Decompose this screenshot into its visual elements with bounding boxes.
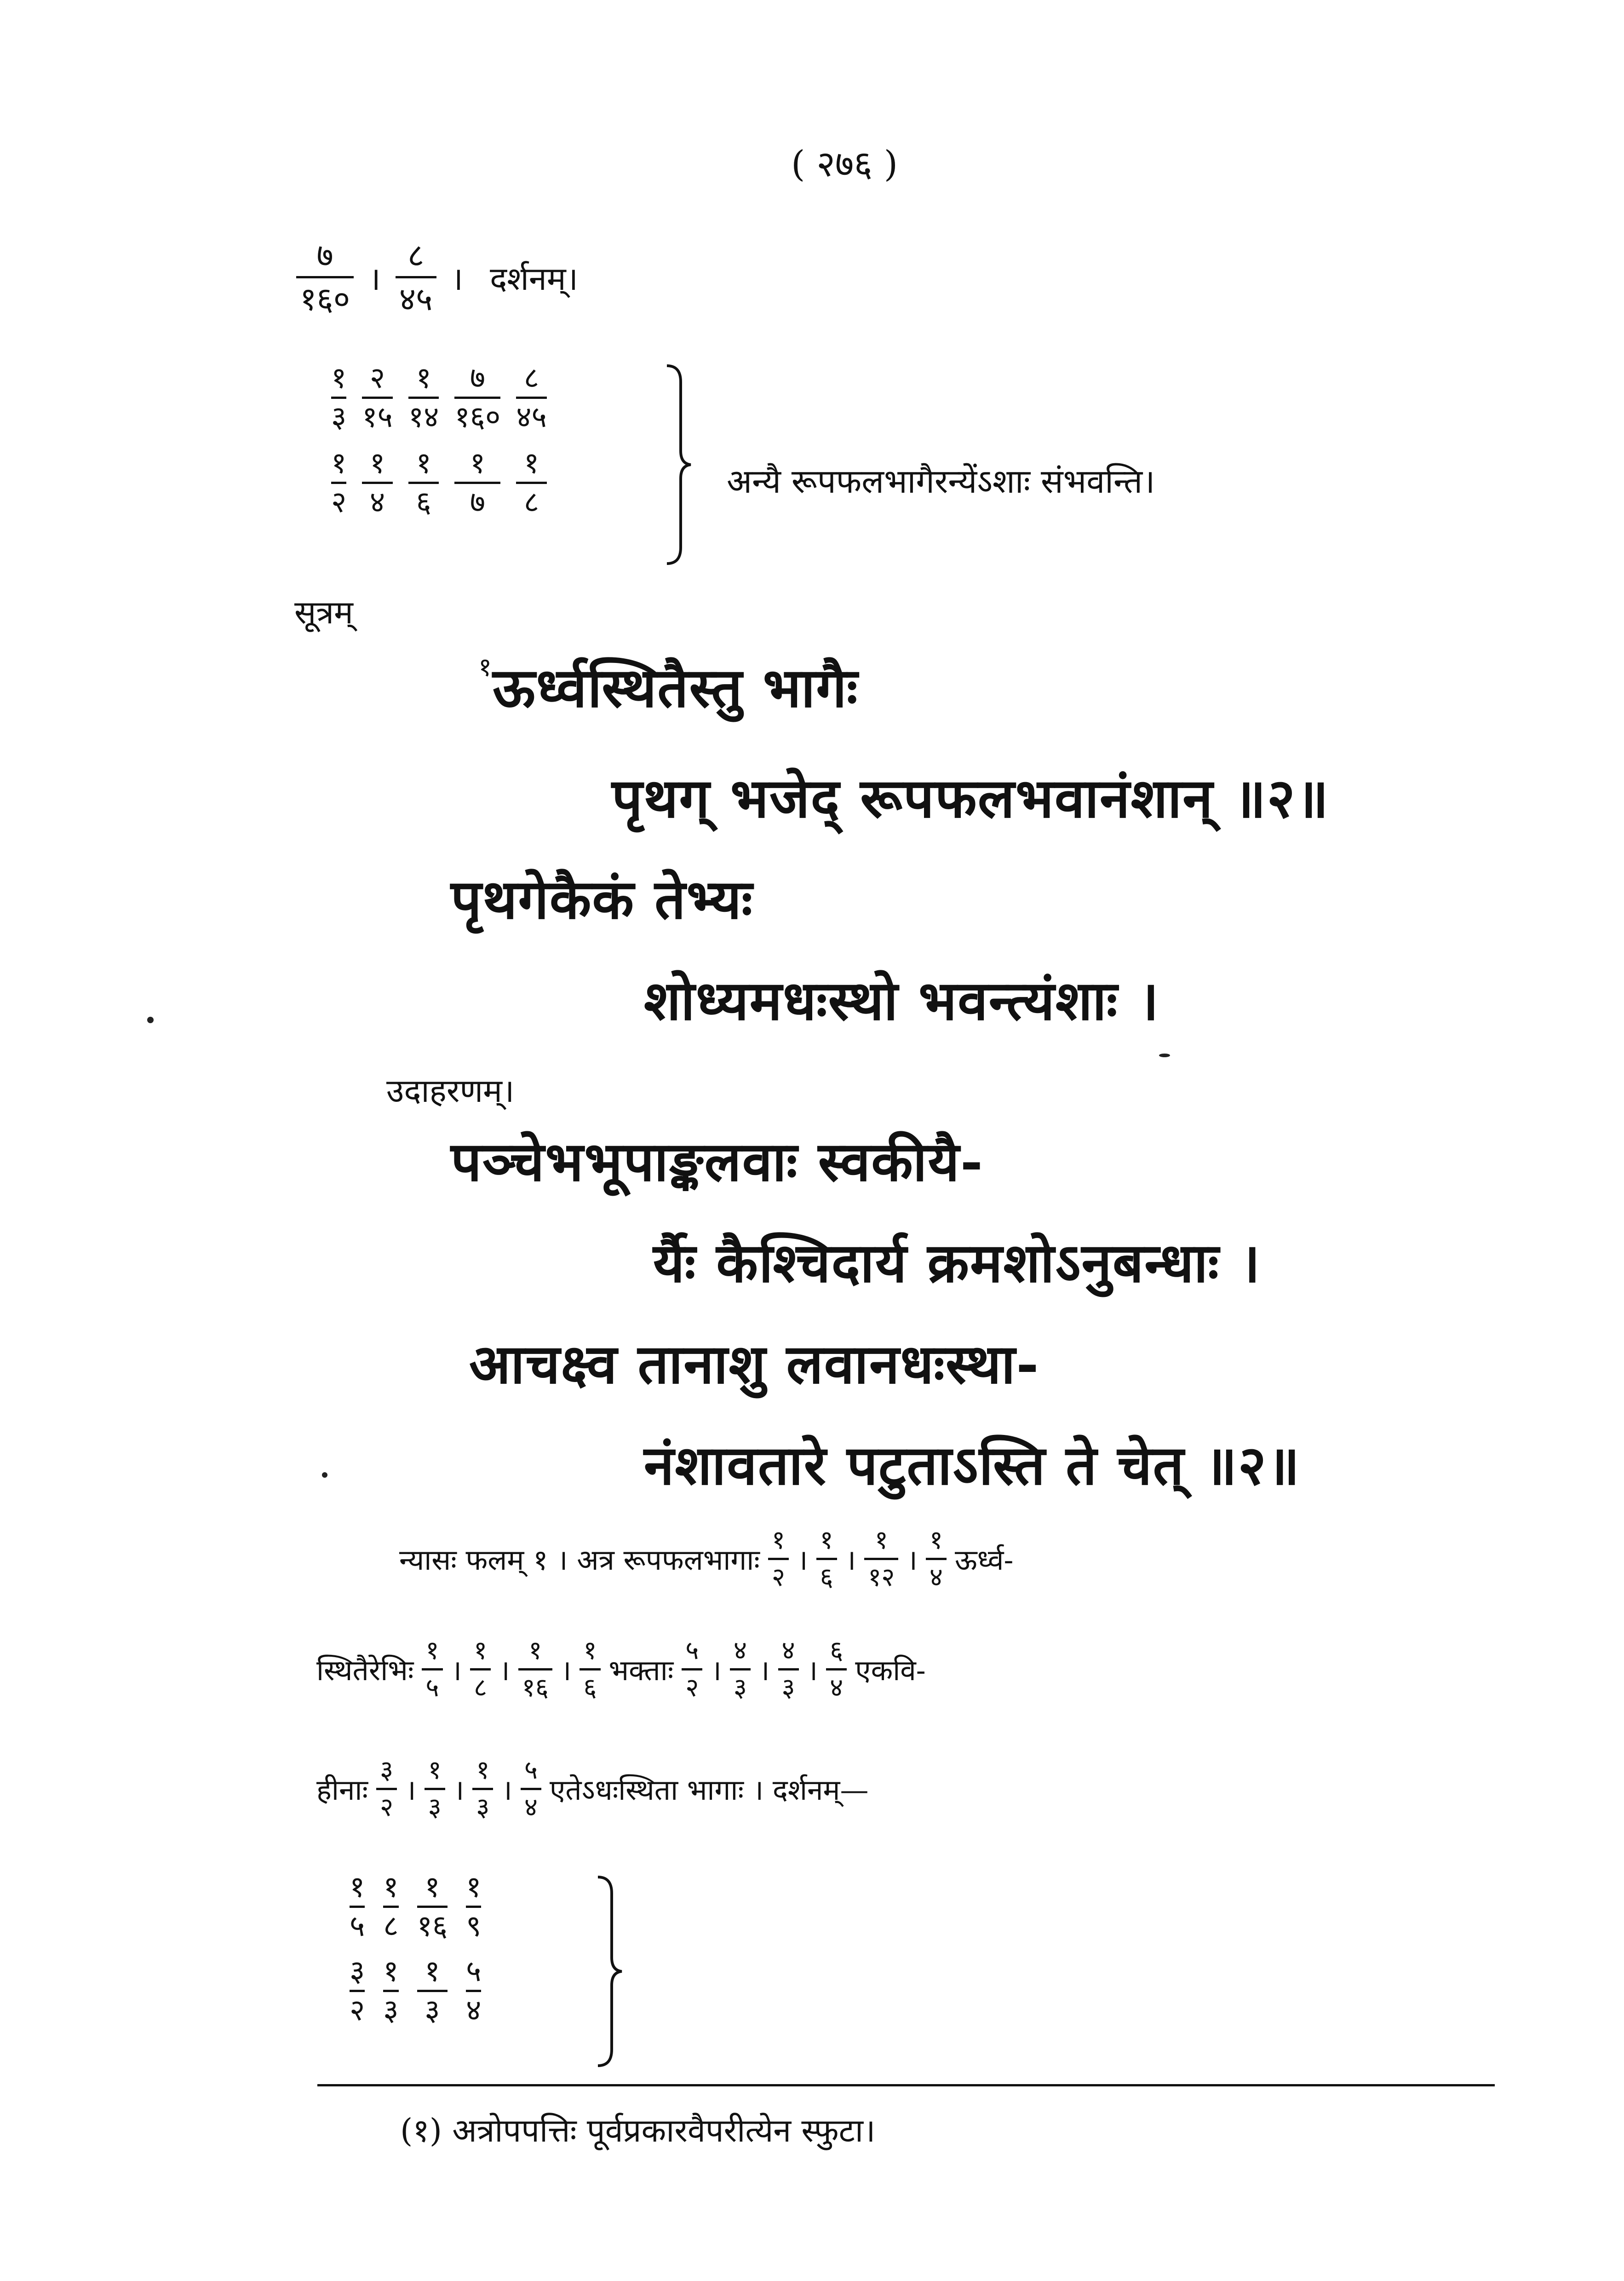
fraction [768,1527,789,1590]
fraction [730,1638,751,1701]
sutra-label: सूत्रम् [294,593,353,631]
denominator: ३ [778,1668,799,1701]
denominator: १४ [408,397,439,432]
danda: । [499,1653,510,1687]
numerator: ३ [350,1954,365,1988]
danda: । [501,1773,512,1807]
denominator: ३ [472,1788,493,1820]
numerator: १ [369,446,385,480]
prose-text: एकवि- [855,1653,926,1687]
sutra-line-3: पृथगेकैकं तेभ्यः [451,867,753,931]
danda: । [807,1653,818,1687]
denominator: ६ [408,482,439,517]
table-cell [331,363,346,432]
example-line-4: नंशावतारे पटुताऽस्ति ते चेत् ॥२॥ [644,1433,1301,1497]
numerator: ३ [379,1755,394,1785]
footnote-marker: १ [478,652,493,682]
nyasa-line-1 [396,1527,1017,1590]
fraction [521,1757,541,1820]
denominator: ३ [383,1990,398,2025]
numerator: १ [771,1525,786,1555]
table-cell [408,363,439,432]
denominator: ५ [350,1906,365,1941]
numerator: ७ [316,236,333,274]
prose-text: एतेऽधःस्थिता भागाः । दर्शनम्— [549,1773,869,1807]
sutra-line-4: शोध्यमधःस्थो भवन्त्यंशाः । [644,968,1160,1032]
sutra-line-1 [478,649,859,723]
danda: । [368,259,381,298]
table-cell [417,1872,448,1941]
fraction [470,1638,491,1701]
denominator: ४ [521,1788,541,1820]
numerator: १ [470,446,485,480]
denominator: १५ [362,397,393,432]
numerator: ८ [407,236,425,274]
numerator: १ [583,1636,597,1665]
denominator: ४ [466,1990,481,2025]
numerator: १ [820,1525,833,1555]
fraction-table-2 [350,1870,482,2028]
fraction [864,1527,898,1590]
table-cell [362,446,393,519]
numerator: ५ [685,1636,699,1665]
table1-side-text: अन्यै रूपफलभागैरन्येंऽशाः संभवन्ति। [727,462,1155,501]
prose-text: ऊर्ध्व- [955,1543,1014,1577]
numerator: ५ [524,1755,538,1785]
denominator: ४ [826,1668,847,1701]
danda: । [405,1773,416,1807]
prose-text: न्यासः फलम् १ । अत्र रूपफलभागाः [399,1543,760,1577]
fraction [682,1638,702,1701]
table-cell [466,1954,482,2028]
denominator: २ [768,1558,789,1590]
fraction [422,1638,442,1701]
fraction [580,1638,600,1701]
denominator: ४ [926,1558,947,1590]
nyasa-line-3 [313,1757,872,1820]
danda: । [453,1773,465,1807]
numerator: १ [331,446,347,480]
denominator: २ [376,1788,397,1820]
denominator: २ [682,1668,702,1701]
numerator: १ [383,1870,399,1904]
fraction [926,1527,947,1590]
denominator: १६ [417,1906,448,1941]
numerator: १ [383,1954,399,1988]
denominator: ३ [417,1990,448,2025]
darshanam-word: दर्शनम्। [490,259,579,298]
scan-speck [147,1017,154,1023]
denominator: ३ [425,1788,445,1820]
denominator: ३ [331,397,346,432]
fraction [396,236,436,318]
fraction [826,1638,847,1701]
prose-text: स्थितैरेभिः [316,1653,414,1687]
numerator: १ [425,1954,440,1988]
denominator: ८ [383,1906,398,1941]
denominator: १६ [518,1668,552,1701]
table-cell [516,363,547,432]
fraction [816,1527,837,1590]
nyasa-line-2 [313,1638,930,1701]
denominator: ३ [730,1668,751,1701]
denominator: १६० [454,397,500,432]
danda: । [451,259,464,298]
denominator: ६ [816,1558,837,1590]
numerator: १ [428,1755,442,1785]
table-cell [331,446,347,519]
denominator: २ [350,1990,365,2025]
page-number: ( २७६ ) [791,144,898,185]
denominator: ७ [454,482,500,517]
denominator: १२ [864,1558,898,1590]
table-cell [516,446,547,519]
numerator: १ [476,1755,490,1785]
denominator: ८ [470,1668,491,1701]
numerator: १ [874,1525,888,1555]
prose-text: हीनाः [316,1773,368,1807]
example-line-1: पञ्चेभभूपाङ्कलवाः स्वकीयै- [451,1129,984,1193]
table-cell [350,1872,365,1941]
udaharana-label: उदाहरणम्। [386,1072,515,1110]
scan-speck [322,1472,327,1478]
fraction [376,1757,397,1820]
danda: । [451,1653,462,1687]
danda: । [907,1543,918,1577]
numerator: १ [416,361,431,395]
right-brace-2 [593,1875,625,2068]
denominator: ४ [362,482,393,517]
numerator: ५ [466,1954,482,1988]
table-cell [362,363,393,432]
table-cell [383,1872,398,1941]
denominator: २ [331,482,346,517]
table-cell [417,1954,448,2028]
fraction [518,1638,552,1701]
numerator: ८ [523,361,539,395]
numerator: १ [474,1636,488,1665]
scan-speck [1159,1054,1170,1057]
numerator: १ [523,446,539,480]
example-line-2: र्यैः कैश्चिदार्य क्रमशोऽनुबन्धाः । [653,1231,1261,1295]
denominator: ४५ [396,276,436,315]
numerator: १ [466,1870,482,1904]
danda: । [845,1543,856,1577]
danda: । [711,1653,722,1687]
first-line [290,236,579,318]
danda: । [797,1543,808,1577]
denominator: ६ [580,1668,600,1701]
sutra-line-2: पृथग् भजेद् रूपफलभवानंशान् ॥२॥ [612,766,1330,830]
denominator: ४५ [516,397,547,432]
numerator: २ [369,361,385,395]
footnote: (१) अत्रोपपत्तिः पूर्वप्रकारवैपरीत्येन स्फुटा। [400,2112,876,2149]
footnote-rule [317,2084,1495,2086]
fraction [296,236,354,318]
numerator: ६ [830,1636,844,1665]
prose-text: भक्ताः [608,1653,674,1687]
numerator: १ [331,361,347,395]
table-cell [350,1954,365,2028]
denominator: १६० [296,276,354,315]
numerator: ४ [733,1636,747,1665]
numerator: १ [425,1636,439,1665]
fraction [778,1638,799,1701]
fraction-table-1 [331,363,547,517]
verse-text: ऊर्ध्वस्थितैस्तु भागैः [493,656,859,720]
table-cell [383,1954,399,2028]
danda: । [560,1653,572,1687]
fraction [425,1757,445,1820]
numerator: १ [416,446,431,480]
danda: । [759,1653,770,1687]
table-cell [466,1872,481,1941]
numerator: ४ [781,1636,795,1665]
table-cell [454,363,500,432]
numerator: १ [425,1870,440,1904]
denominator: ८ [516,482,547,517]
example-line-3: आचक्ष्व तानाशु लवानधःस्था- [469,1332,1040,1396]
table-cell [454,446,500,519]
denominator: ५ [422,1668,442,1701]
fraction [472,1757,493,1820]
numerator: ७ [470,361,485,395]
table-cell [408,446,439,519]
numerator: १ [929,1525,943,1555]
numerator: १ [350,1870,365,1904]
right-brace-1 [662,363,694,566]
denominator: ९ [466,1906,481,1941]
numerator: १ [528,1636,542,1665]
